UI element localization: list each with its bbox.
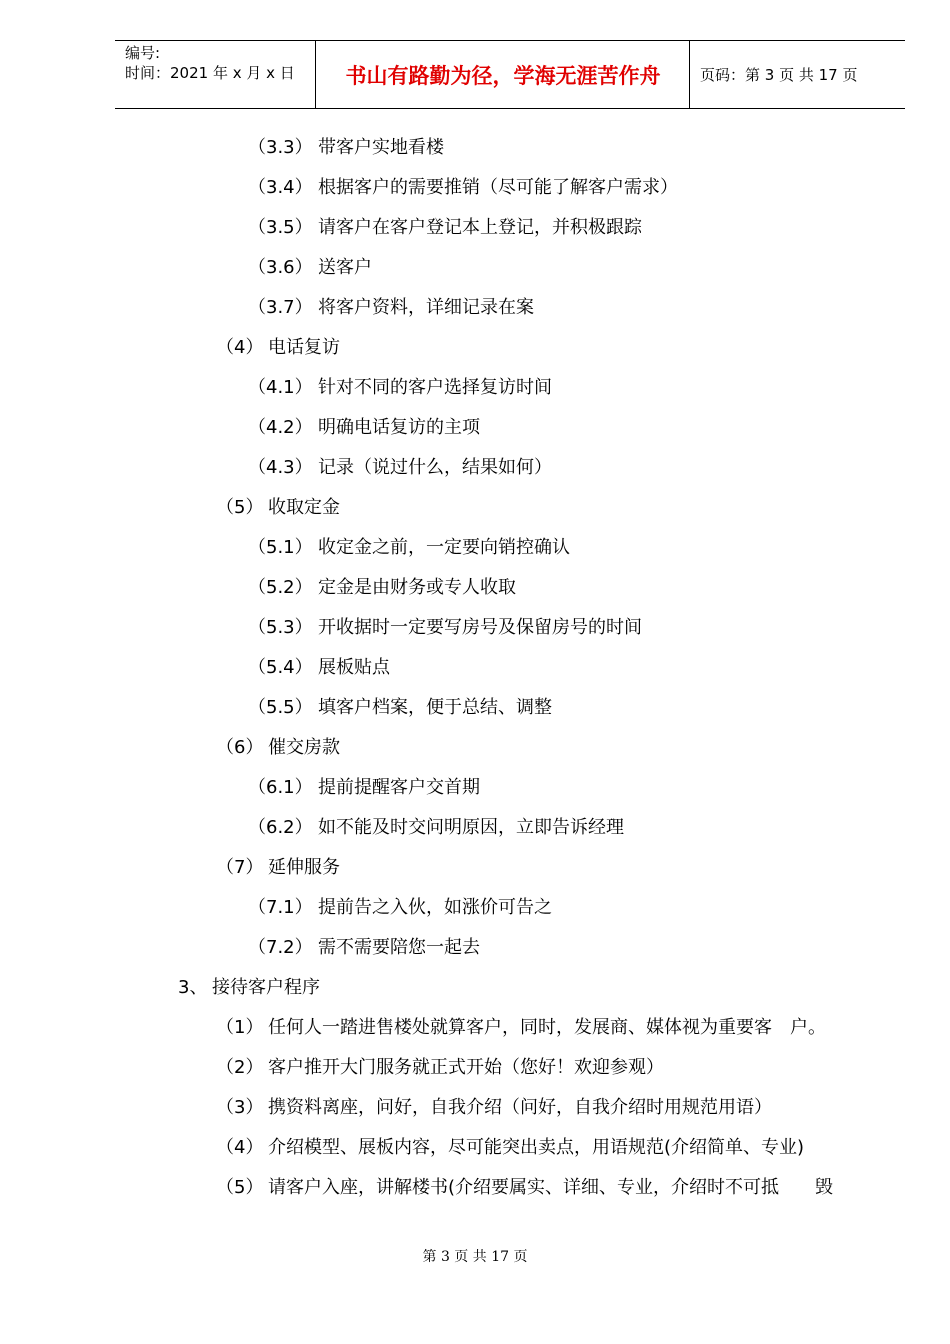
list-item-text: 针对不同的客户选择复访时间: [318, 377, 552, 398]
list-item-text: 展板贴点: [318, 657, 390, 678]
list-item-number: （4.2）: [248, 417, 313, 438]
document-number-label: 编号:: [125, 44, 161, 62]
list-item-number: （5.2）: [248, 577, 313, 598]
header-page-info: 页码：第 3 页 共 17 页: [700, 66, 858, 84]
list-item: [216, 1096, 772, 1120]
list-item: [248, 376, 552, 400]
section-number: （7）: [216, 857, 264, 878]
list-item: [248, 776, 480, 800]
list-item-number: （6.1）: [248, 777, 313, 798]
list-item-number: （6.2）: [248, 817, 313, 838]
page-footer: 第 3 页 共 17 页: [422, 1249, 528, 1265]
list-item-number: （5.5）: [248, 697, 313, 718]
list-item: [248, 696, 552, 720]
list-item: [248, 456, 552, 480]
chapter-title: 接待客户程序: [212, 977, 320, 998]
list-item-number: （4.1）: [248, 377, 313, 398]
list-item-number: （3.7）: [248, 297, 313, 318]
list-item-text: 送客户: [318, 257, 372, 278]
list-item-text: 提前告之入伙，如涨价可告之: [318, 897, 552, 918]
list-item-text: 任何人一踏进售楼处就算客户，同时，发展商、媒体视为重要客 户。: [268, 1017, 826, 1038]
list-item-number: （5.1）: [248, 537, 313, 558]
list-item-text: 请客户在客户登记本上登记，并积极跟踪: [318, 217, 642, 238]
header-divider-right: [689, 41, 690, 108]
list-item-text: 客户推开大门服务就正式开始（您好！欢迎参观）: [268, 1057, 664, 1078]
list-item-number: （7.2）: [248, 937, 313, 958]
section-heading: [216, 496, 340, 520]
list-item: [248, 816, 624, 840]
list-item-text: 开收据时一定要写房号及保留房号的时间: [318, 617, 642, 638]
chapter-number: 3、: [178, 977, 208, 998]
list-item-number: （3）: [216, 1097, 264, 1118]
list-item-text: 根据客户的需要推销（尽可能了解客户需求）: [318, 177, 678, 198]
list-item-text: 明确电话复访的主项: [318, 417, 480, 438]
section-title: 收取定金: [268, 497, 340, 518]
list-item-number: （4.3）: [248, 457, 313, 478]
list-item-number: （1）: [216, 1017, 264, 1038]
list-item: [248, 576, 516, 600]
list-item-number: （3.6）: [248, 257, 313, 278]
list-item: [248, 936, 480, 960]
list-item-number: （5.4）: [248, 657, 313, 678]
list-item: [248, 416, 480, 440]
list-item: [248, 656, 390, 680]
document-time-label: 时间：2021 年 x 月 x 日: [125, 64, 295, 82]
list-item-number: （3.3）: [248, 137, 313, 158]
list-item-number: （2）: [216, 1057, 264, 1078]
list-item: [248, 536, 570, 560]
list-item-text: 收定金之前，一定要向销控确认: [318, 537, 570, 558]
list-item: [216, 1136, 804, 1160]
section-title: 电话复访: [268, 337, 340, 358]
list-item: [248, 296, 534, 320]
list-item: [248, 616, 642, 640]
page-header: [115, 40, 905, 109]
list-item: [248, 136, 444, 160]
chapter-heading: [178, 976, 320, 1000]
section-heading: [216, 856, 340, 880]
list-item-text: 需不需要陪您一起去: [318, 937, 480, 958]
list-item: [216, 1016, 826, 1040]
list-item-text: 如不能及时交问明原因，立即告诉经理: [318, 817, 624, 838]
list-item-text: 将客户资料，详细记录在案: [318, 297, 534, 318]
list-item-text: 请客户入座，讲解楼书(介绍要属实、详细、专业，介绍时不可抵 毁: [268, 1177, 834, 1198]
list-item-number: （3.5）: [248, 217, 313, 238]
section-heading: [216, 336, 340, 360]
section-number: （4）: [216, 337, 264, 358]
list-item-number: （3.4）: [248, 177, 313, 198]
section-number: （5）: [216, 497, 264, 518]
list-item-text: 填客户档案，便于总结、调整: [318, 697, 552, 718]
list-item-number: （5）: [216, 1177, 264, 1198]
list-item-text: 记录（说过什么，结果如何）: [318, 457, 552, 478]
header-motto: 书山有路勤为径，学海无涯苦作舟: [345, 64, 661, 88]
list-item-text: 带客户实地看楼: [318, 137, 444, 158]
list-item-text: 定金是由财务或专人收取: [318, 577, 516, 598]
list-item-text: 携资料离座，问好，自我介绍（问好，自我介绍时用规范用语）: [268, 1097, 772, 1118]
list-item-number: （4）: [216, 1137, 264, 1158]
section-number: （6）: [216, 737, 264, 758]
list-item-text: 介绍模型、展板内容，尽可能突出卖点，用语规范(介绍简单、专业): [268, 1137, 805, 1158]
list-item: [248, 216, 642, 240]
section-title: 延伸服务: [268, 857, 340, 878]
header-divider-left: [315, 41, 316, 108]
list-item: [248, 256, 372, 280]
list-item: [248, 896, 552, 920]
section-title: 催交房款: [268, 737, 340, 758]
list-item: [216, 1056, 664, 1080]
list-item: [248, 176, 678, 200]
list-item-number: （7.1）: [248, 897, 313, 918]
list-item-text: 提前提醒客户交首期: [318, 777, 480, 798]
header-meta: [125, 43, 295, 83]
section-heading: [216, 736, 340, 760]
list-item-number: （5.3）: [248, 617, 313, 638]
list-item: [216, 1176, 833, 1200]
